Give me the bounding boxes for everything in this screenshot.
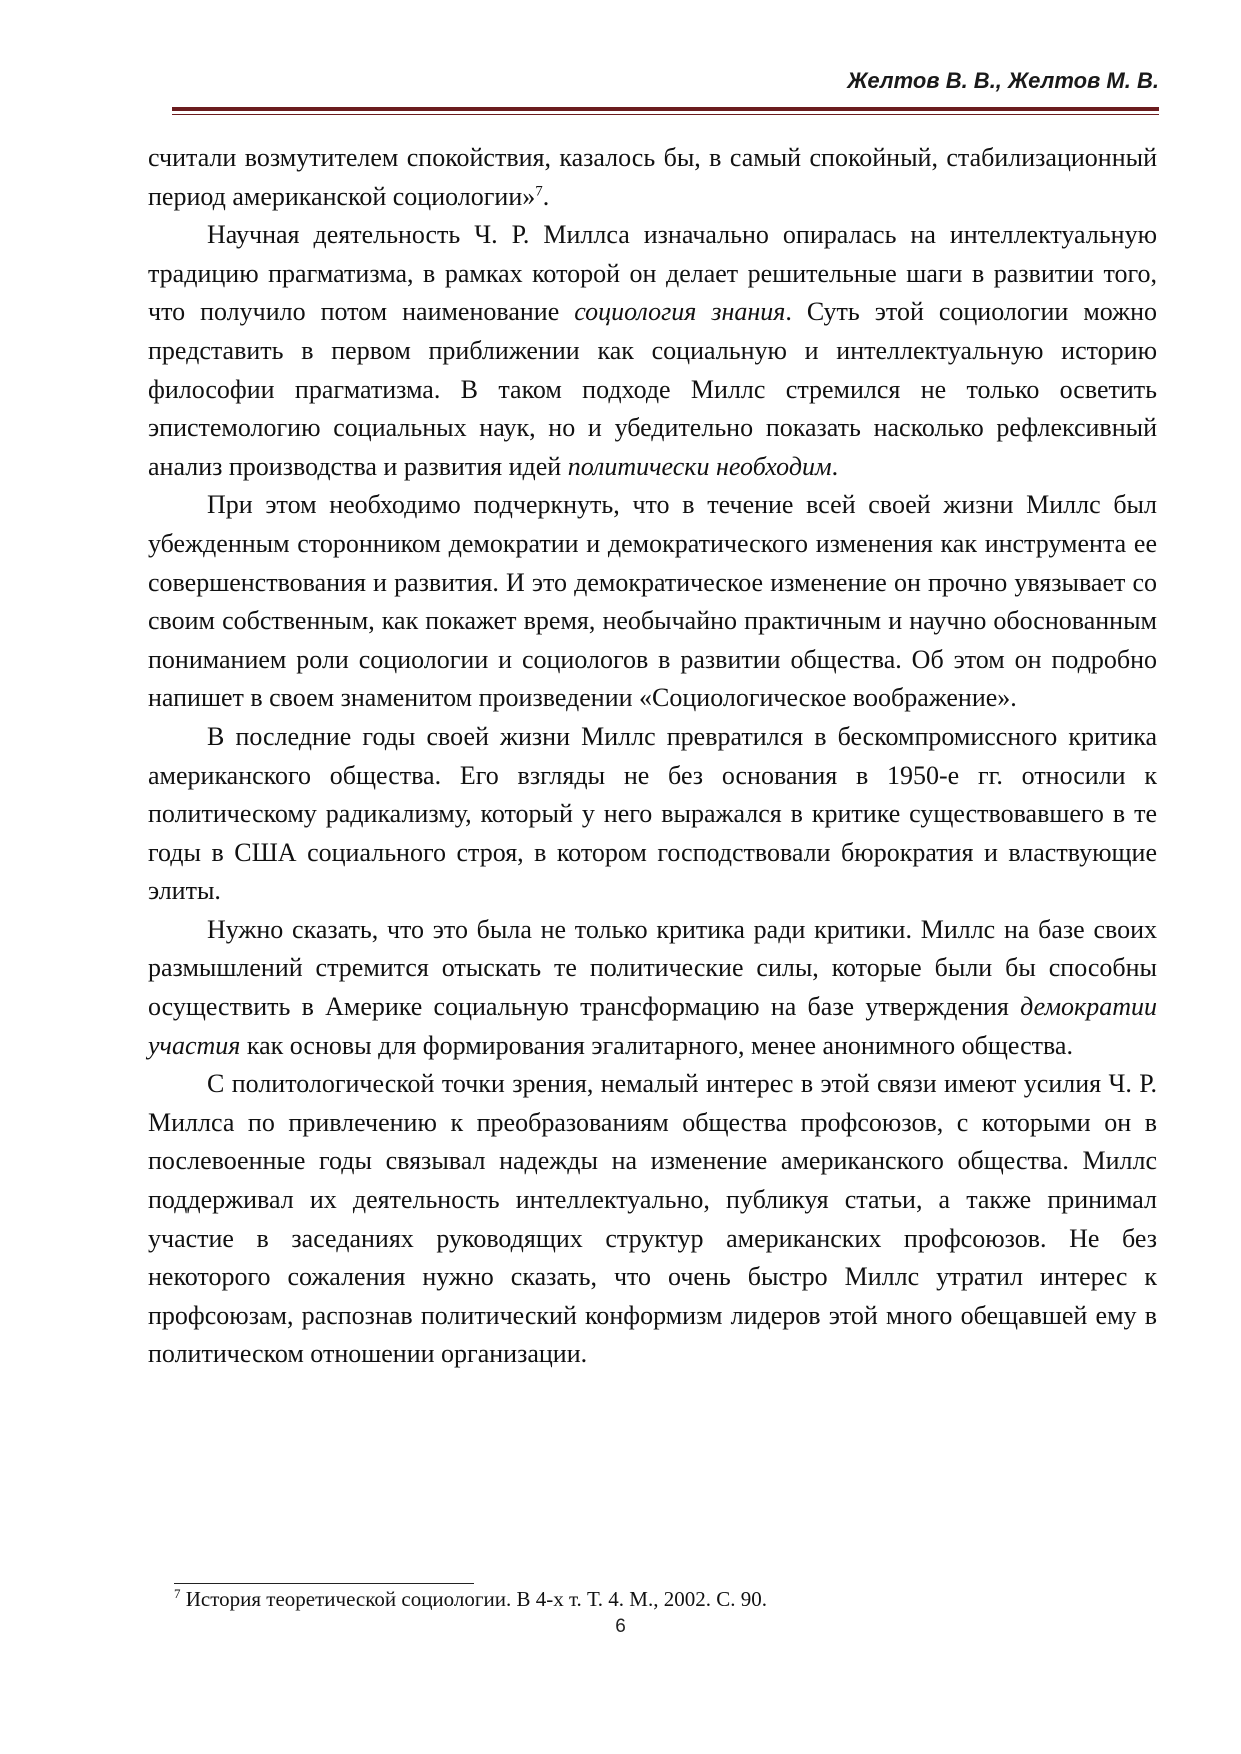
paragraph-text: Нужно сказать, что это была не только критика ради критики. Миллс на базе своих размышлений стремится отыскать те политические силы, которые были бы способны осуществить в Америке социальную трансформацию на базе утверждения — [148, 914, 1157, 1022]
paragraph-critic: В последние годы своей жизни Миллс превратился в бескомпромиссного критика американского общества. Его взгляды не без основания в 1950-е гг. относили к политическому радикализму, который у него выражался в критике существовавшего в те годы в США социального строя, в котором господствовали бюрократия и властвующие элиты. — [148, 721, 1157, 906]
paragraph-continuation — [148, 139, 1157, 216]
header-rule-thin — [172, 114, 1159, 115]
footnote-separator — [174, 1583, 474, 1584]
footnote — [174, 1587, 1134, 1612]
italic-term: политически необходим — [567, 451, 832, 481]
paragraph-text: . — [831, 451, 839, 481]
paragraph-text-end: . — [542, 181, 550, 211]
paragraph-text: считали возмутителем спокойствия, казалось бы, в самый спокойный, стабилизационный период американской социологии» — [148, 143, 1157, 211]
italic-term: демократии участия — [148, 992, 1157, 1060]
paragraph-pragmatism — [148, 216, 1157, 486]
footnote-reference[interactable]: 7 — [535, 182, 543, 199]
paragraph-text: . Суть этой социологии можно представить в первом приближении как социальную и интеллектуальную историю философии прагматизма. В таком подходе Миллс стремился не только осветить эпистемологию социальных наук, но и убедительно показать насколько рефлексивный анализ производства и развития идей — [148, 297, 1158, 481]
paragraph-unions: С политологической точки зрения, немалый интерес в этой связи имеют усилия Ч. Р. Миллса по привлечению к преобразованиям общества профсоюзов, с которыми он в послевоенные годы связывал надежды на изменение американского общества. Миллс поддерживал их деятельность интеллектуально, публикуя статьи, а также принимал участие в заседаниях руководящих структур американских профсоюзов. Не без некоторого сожаления нужно сказать, что очень быстро Миллс утратил интерес к профсоюзам, распознав политический конформизм лидеров этой много обещавшей ему в политическом отношении организации. — [148, 1069, 1157, 1369]
paragraph-participation — [148, 911, 1157, 1065]
paragraph-democracy: При этом необходимо подчеркнуть, что в течение всей своей жизни Миллс был убежденным сторонником демократии и демократического изменения как инструмента ее совершенствования и развития. И это демократическое изменение он прочно увязывает со своим собственным, как покажет время, необычайно практичным и научно обоснованным пониманием роли социологии и социологов в развитии общества. Об этом он подробно напишет в своем знаменитом произведении «Социологическое воображение». — [148, 490, 1157, 713]
italic-term: социология знания — [574, 297, 786, 327]
page-number: 6 — [615, 1616, 626, 1637]
footnote-number: 7 — [174, 1586, 181, 1601]
header-rule-thick — [172, 107, 1159, 111]
running-header-authors: Желтов В. В., Желтов М. В. — [847, 68, 1159, 93]
paragraph-text: как основы для формирования эгалитарного, менее анонимного общества. — [240, 1030, 1073, 1060]
paragraph-text: Научная деятельность Ч. Р. Миллса изначально опиралась на интеллектуальную традицию прагматизма, в рамках которой он делает решительные шаги в развитии того, что получило потом наименование — [148, 220, 1157, 327]
footnote-text: История теоретической социологии. В 4-х т. Т. 4. М., 2002. С. 90. — [180, 1587, 767, 1611]
body-text — [148, 139, 1157, 1374]
